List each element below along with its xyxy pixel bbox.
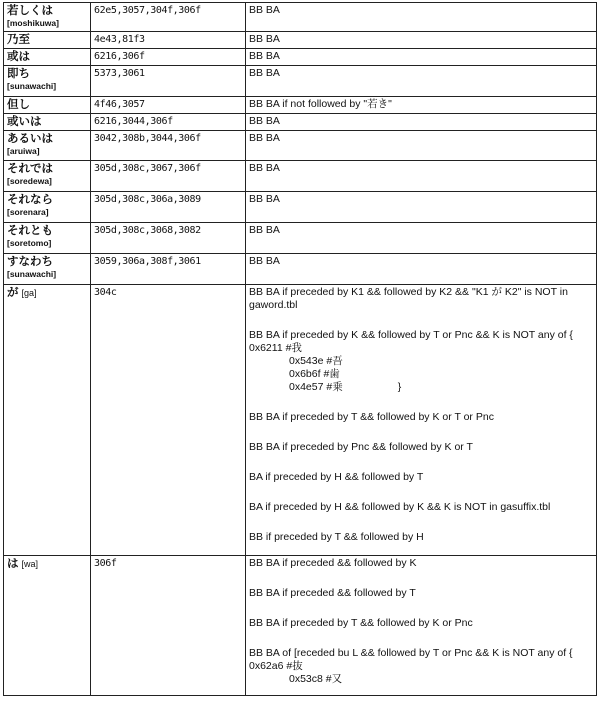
table-row	[4, 131, 597, 161]
table-row	[4, 161, 597, 192]
word-japanese: は [wa]	[7, 558, 39, 570]
word-romaji: [sorenara]	[7, 207, 49, 217]
code-cell: 304c	[91, 285, 246, 556]
rule-line: BB BA if preceded by Pnc && followed by K or T	[249, 441, 473, 453]
rule-line: BB if preceded by T && followed by H	[249, 531, 424, 543]
word-romaji: [sunawachi]	[7, 81, 57, 91]
word-japanese: 乃至	[7, 34, 30, 46]
word-japanese: 即ち	[7, 68, 30, 80]
code-cell: 5373,3061	[91, 66, 246, 97]
table-row	[4, 192, 597, 223]
word-cell	[4, 285, 91, 556]
rule-cell: BB BA	[246, 131, 597, 161]
word-cell	[4, 223, 91, 254]
word-romaji: [soredewa]	[7, 176, 52, 186]
rule-line: BB BA if preceded by T && followed by K or Pnc	[249, 617, 473, 629]
word-japanese: 但し	[7, 99, 30, 111]
rule-cell: BB BA	[246, 3, 597, 32]
code-cell: 305d,308c,306a,3089	[91, 192, 246, 223]
rule-cell: BB BA	[246, 223, 597, 254]
rule-line: BB BA if preceded by K && followed by T or Pnc && K is NOT any of { 0x6211 #我 0x543e #吾 0x6b6f #歯 0x4e57 #乗 }	[249, 329, 593, 394]
rule-line: BB BA if preceded by K1 && followed by K2 && "K1 が K2" is NOT in gaword.tbl	[249, 286, 568, 311]
word-cell	[4, 131, 91, 161]
word-cell	[4, 32, 91, 49]
code-cell: 4f46,3057	[91, 97, 246, 114]
word-romaji: [moshikuwa]	[7, 18, 59, 28]
code-cell: 306f	[91, 556, 246, 696]
code-cell: 6216,306f	[91, 49, 246, 66]
conjunction-table	[3, 2, 597, 696]
rule-line: BA if preceded by H && followed by T	[249, 471, 424, 483]
word-japanese: それなら	[7, 194, 53, 206]
rule-cell: BB BA	[246, 161, 597, 192]
rule-cell: BB BA	[246, 49, 597, 66]
table-row	[4, 97, 597, 114]
code-entry: 0x543e #吾	[289, 355, 343, 367]
rule-line: BB BA if preceded && followed by T	[249, 587, 416, 599]
code-cell: 305d,308c,3068,3082	[91, 223, 246, 254]
code-entry: 0x53c8 #又	[289, 673, 343, 685]
code-cell: 3042,308b,3044,306f	[91, 131, 246, 161]
word-japanese: 或いは	[7, 116, 42, 128]
word-cell	[4, 49, 91, 66]
word-japanese: それとも	[7, 225, 53, 237]
rule-line: BB BA if preceded by T && followed by K or T or Pnc	[249, 411, 494, 423]
table-row	[4, 223, 597, 254]
word-cell	[4, 3, 91, 32]
code-entry: 0x6b6f #歯	[289, 368, 340, 380]
rule-cell: BB BA	[246, 32, 597, 49]
code-cell: 4e43,81f3	[91, 32, 246, 49]
word-cell	[4, 114, 91, 131]
word-japanese: あるいは	[7, 133, 53, 145]
word-japanese: すなわち	[7, 256, 53, 268]
word-cell	[4, 97, 91, 114]
rule-cell: BB BA if not followed by "若き"	[246, 97, 597, 114]
word-japanese: それでは	[7, 163, 53, 175]
rule-cell	[246, 556, 597, 696]
table-row	[4, 254, 597, 285]
table-row	[4, 3, 597, 32]
rule-line: BA if preceded by H && followed by K && K is NOT in gasuffix.tbl	[249, 501, 551, 513]
table-row-ga	[4, 285, 597, 556]
code-cell: 6216,3044,306f	[91, 114, 246, 131]
table-row	[4, 114, 597, 131]
code-cell: 62e5,3057,304f,306f	[91, 3, 246, 32]
word-cell	[4, 254, 91, 285]
table-row	[4, 32, 597, 49]
word-cell	[4, 66, 91, 97]
word-japanese: が [ga]	[7, 287, 37, 299]
rule-cell: BB BA	[246, 66, 597, 97]
table-row-wa	[4, 556, 597, 696]
word-japanese: 或は	[7, 51, 30, 63]
word-romaji: [sunawachi]	[7, 269, 57, 279]
rule-cell: BB BA	[246, 114, 597, 131]
word-romaji: [soretomo]	[7, 238, 52, 248]
rule-cell: BB BA	[246, 254, 597, 285]
word-japanese: 若しくは	[7, 5, 53, 17]
code-cell: 305d,308c,3067,306f	[91, 161, 246, 192]
word-romaji: [wa]	[21, 559, 39, 569]
word-cell	[4, 556, 91, 696]
table-row	[4, 66, 597, 97]
word-cell	[4, 192, 91, 223]
word-romaji: [ga]	[21, 288, 37, 298]
code-entry: 0x4e57 #乗 }	[289, 381, 402, 393]
rule-cell: BB BA	[246, 192, 597, 223]
code-cell: 3059,306a,308f,3061	[91, 254, 246, 285]
word-romaji: [aruiwa]	[7, 146, 40, 156]
rule-cell	[246, 285, 597, 556]
rule-line: BB BA if preceded && followed by K	[249, 557, 417, 569]
table-row	[4, 49, 597, 66]
rule-line: BB BA of [receded bu L && followed by T or Pnc && K is NOT any of { 0x62a6 #抜 0x53c8 #又	[249, 647, 593, 686]
word-cell	[4, 161, 91, 192]
